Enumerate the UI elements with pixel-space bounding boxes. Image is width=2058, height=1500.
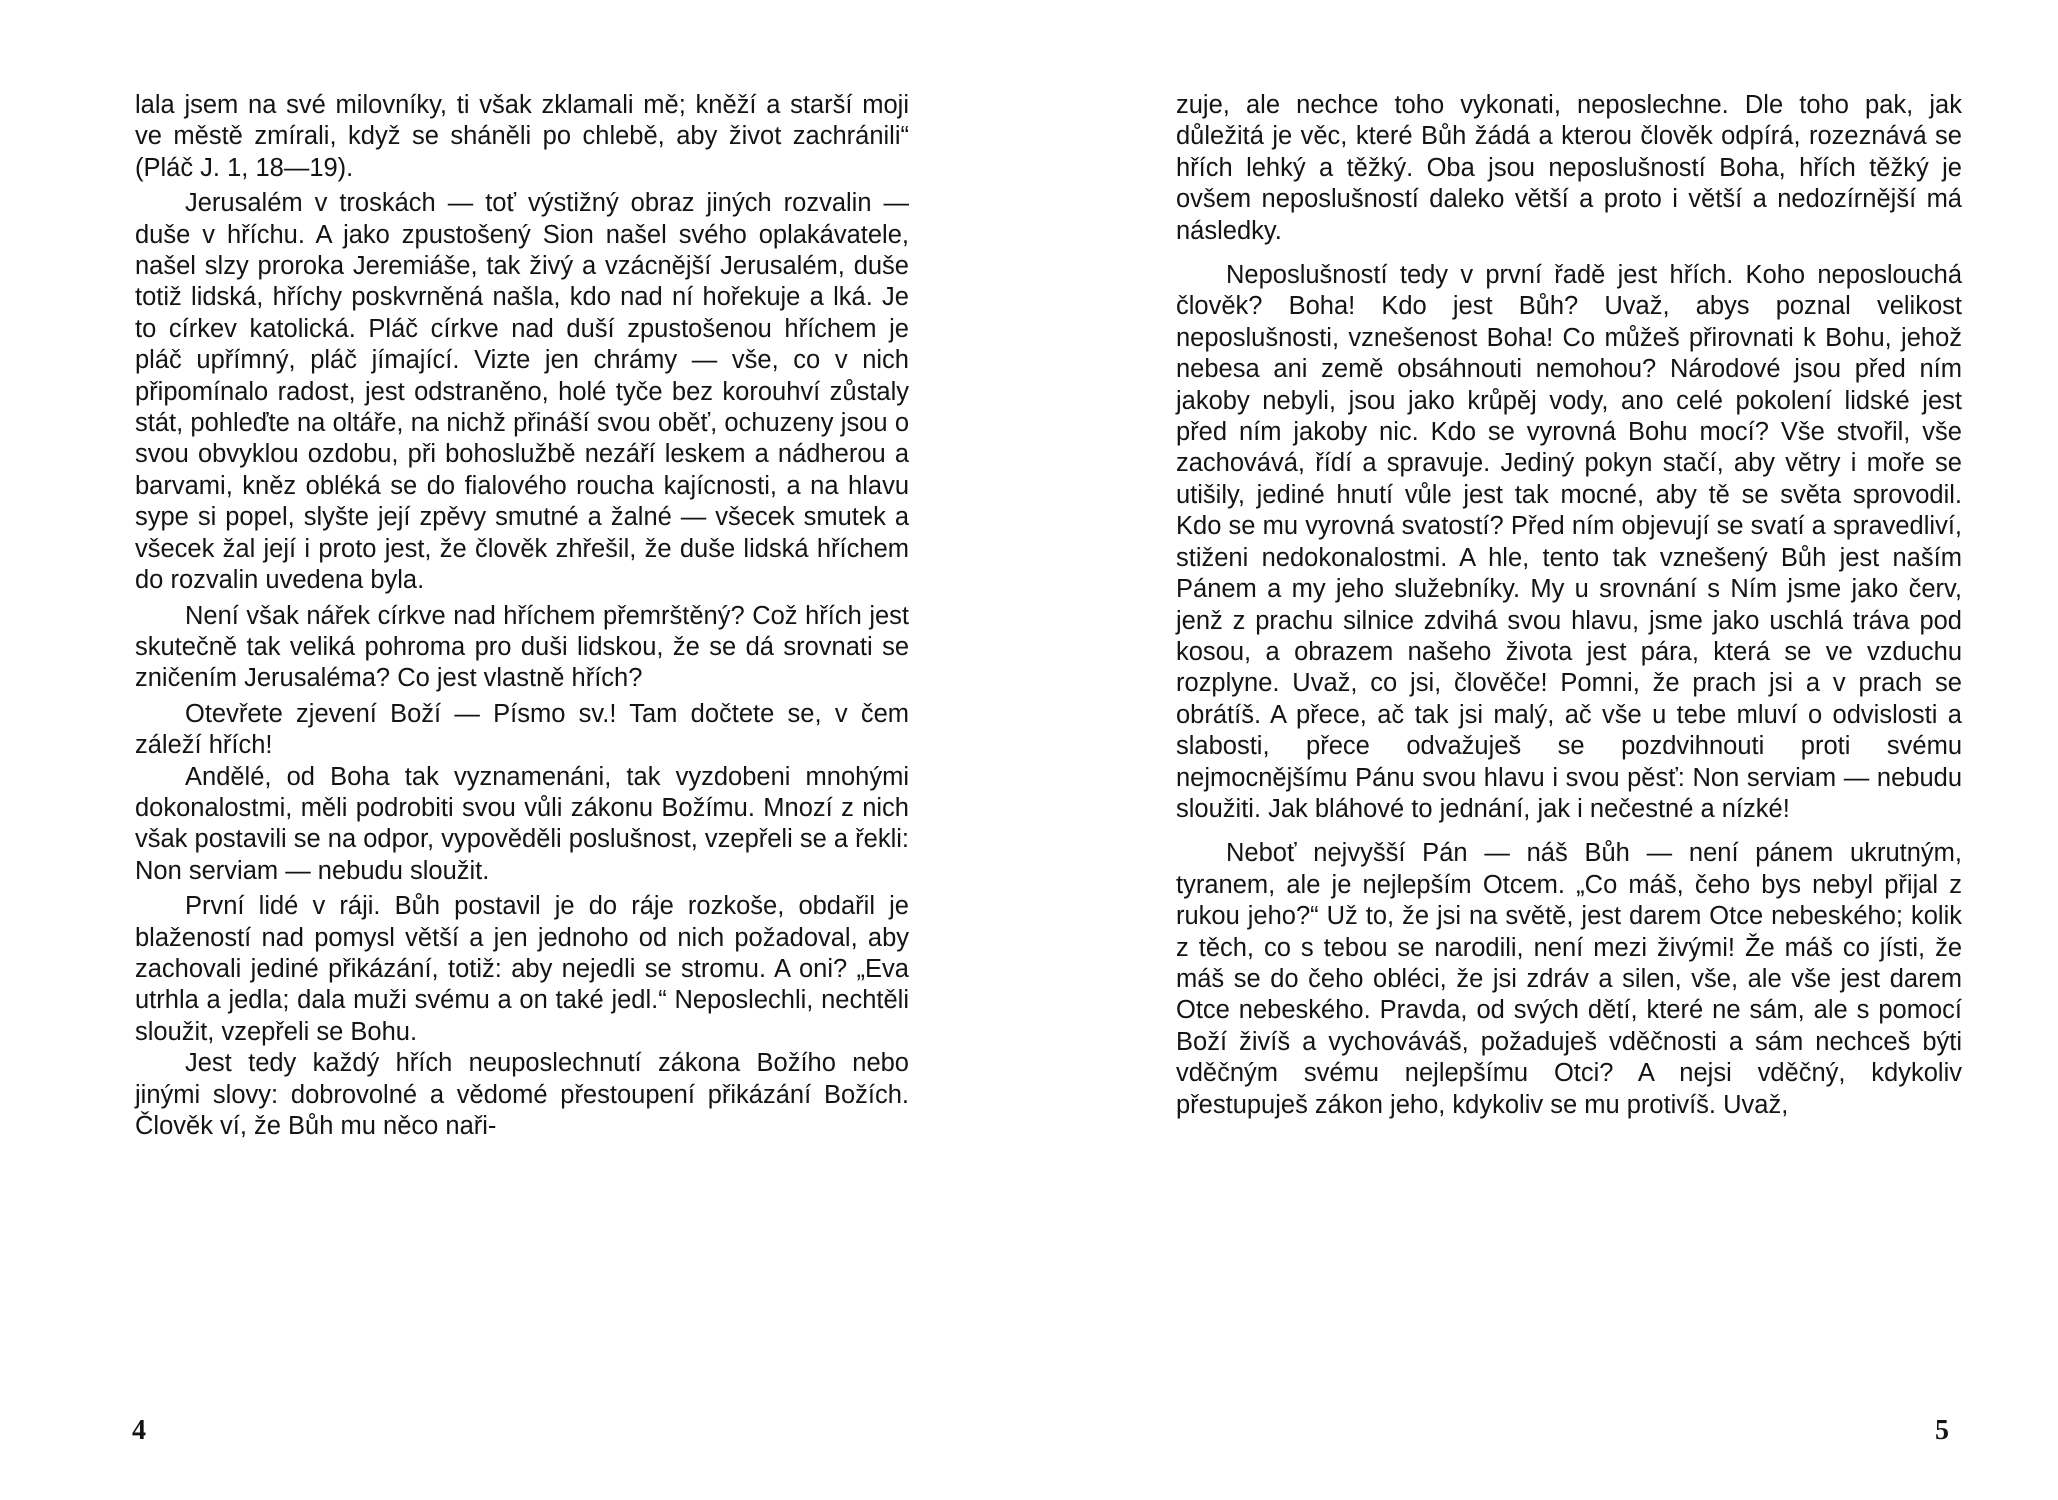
paragraph: První lidé v ráji. Bůh postavil je do ráje rozkoše, obdařil je blažeností nad pomysl větší a jen jednoho od nich požadoval, aby zachovali jediné přikázání, totiž: aby nejedli se stromu. A oni? „Eva utrhla a jedla; dala muži svému a on také jedl.“ Neposlechli, nechtěli sloužit, vzepřeli se Bohu. <box>135 892 909 1046</box>
paragraph: lala jsem na své milovníky, ti však zklamali mě; kněží a starší moji ve městě zmírali, když se sháněli po chlebě, aby život zachránili“ (Pláč J. 1, 18—19). <box>135 91 909 182</box>
page-number: 5 <box>1935 1415 1949 1446</box>
paragraph: Neboť nejvyšší Pán — náš Bůh — není pánem ukrutným, tyranem, ale je nejlepším Otcem. „Co máš, čeho bys nebyl přijal z rukou jeho?“ Už to, že jsi na světě, jest darem Otce nebeského; kolik z těch, co s tebou se narodili, není mezi živými! Že máš co jísti, že máš se do čeho obléci, že jsi zdráv a silen, vše, ale vše jest darem Otce nebeského. Pravda, od svých dětí, které ne sám, ale s pomocí Boží živíš a vychováváš, požaduješ vděčnosti a sám nechceš býti vděčným svému nejlepšímu Otci? A nejsi vděčný, kdykoliv přestupuješ zákon jeho, kdykoliv se mu protivíš. Uvaž, <box>1176 839 1962 1119</box>
paragraph: Andělé, od Boha tak vyznamenáni, tak vyzdobeni mnohými dokonalostmi, měli podrobiti svou vůli zákonu Božímu. Mnozí z nich však postavili se na odpor, vypověděli poslušnost, vzepřeli se a řekli: Non serviam — nebudu sloužit. <box>135 762 909 885</box>
right-page <box>1029 0 2058 1500</box>
paragraph: Není však nářek církve nad hříchem přemrštěný? Což hřích jest skutečně tak veliká pohroma pro duši lidskou, že se dá srovnati se zničením Jerusaléma? Co jest vlastně hřích? <box>135 601 909 693</box>
paragraph: Jest tedy každý hřích neuposlechnutí zákona Božího nebo jinými slovy: dobrovolné a vědomé přestoupení přikázání Božích. Člověk ví, že Bůh mu něco naři- <box>135 1049 909 1140</box>
paragraph: Otevřete zjevení Boží — Písmo sv.! Tam dočtete se, v čem záleží hřích! <box>135 699 909 760</box>
right-text-column <box>1176 90 1962 1121</box>
paragraph: Jerusalém v troskách — toť výstižný obraz jiných rozvalin — duše v hříchu. A jako zpustošený Sion našel svého oplakávatele, našel slzy proroka Jeremiáše, tak živý a vzácnější Jerusalém, duše totiž lidská, hříchy poskvrněná našla, kdo nad ní hořekuje a lká. Je to církev katolická. Pláč církve nad duší zpustošenou hříchem je pláč upřímný, pláč jímající. Vizte jen chrámy — vše, co v nich připomínalo radost, jest odstraněno, holé tyče bez korouhví zůstaly stát, pohleďte na oltáře, na nichž přináší svou oběť, ochuzeny jsou o svou obvyklou ozdobu, při bohoslužbě nezáří leskem a nádherou a barvami, kněz obléká se do fialového roucha kajícnosti, a na hlavu sype si popel, slyšte její zpěvy smutné a žalné — všecek smutek a všecek žal její i proto jest, že člověk zhřešil, že duše lidská hříchem do rozvalin uvedena byla. <box>135 189 909 595</box>
paragraph: zuje, ale nechce toho vykonati, neposlechne. Dle toho pak, jak důležitá je věc, které Bůh žádá a kterou člověk odpírá, rozeznává se hřích lehký a těžký. Oba jsou neposlušností Boha, hřích těžký je ovšem neposlušností daleko větší a proto i větší a nedozírnější má následky. <box>1176 91 1962 245</box>
left-text-column <box>135 90 909 1142</box>
paragraph: Neposlušností tedy v první řadě jest hřích. Koho neposlouchá člověk? Boha! Kdo jest Bůh? Uvaž, abys poznal velikost neposlušnosti, vznešenost Boha! Co můžeš přirovnati k Bohu, jehož nebesa ani země obsáhnouti nemohou? Národové jsou před ním jakoby nebyli, jsou jako krůpěj vody, ano celé pokolení lidské jest před ním jakoby nic. Kdo se vyrovná Bohu mocí? Vše stvořil, vše zachovává, řídí a spravuje. Jediný pokyn stačí, aby větry i moře se utišily, jediné hnutí vůle jest tak mocné, aby tě se světa sprovodil. Kdo se mu vyrovná svatostí? Před ním objevují se svatí a spravedliví, stiženi nedokonalostmi. A hle, tento tak vznešený Bůh jest naším Pánem a my jeho služebníky. My u srovnání s Ním jsme jako červ, jenž z prachu silnice zdvihá svou hlavu, jsme jako uschlá tráva pod kosou, a obrazem našeho života jest pára, která se ve vzduchu rozplyne. Uvaž, co jsi, člověče! Pomni, že prach jsi a v prach se obrátíš. A přece, ač tak jsi malý, ač vše u tebe mluví o odvislosti a slabosti, přece odvažuješ se pozdvihnouti proti svému nejmocnějšímu Pánu svou hlavu i svou pěsť: Non serviam — nebudu sloužiti. Jak bláhové to jednání, jak i nečestné a nízké! <box>1176 261 1962 823</box>
page-number: 4 <box>132 1415 146 1446</box>
